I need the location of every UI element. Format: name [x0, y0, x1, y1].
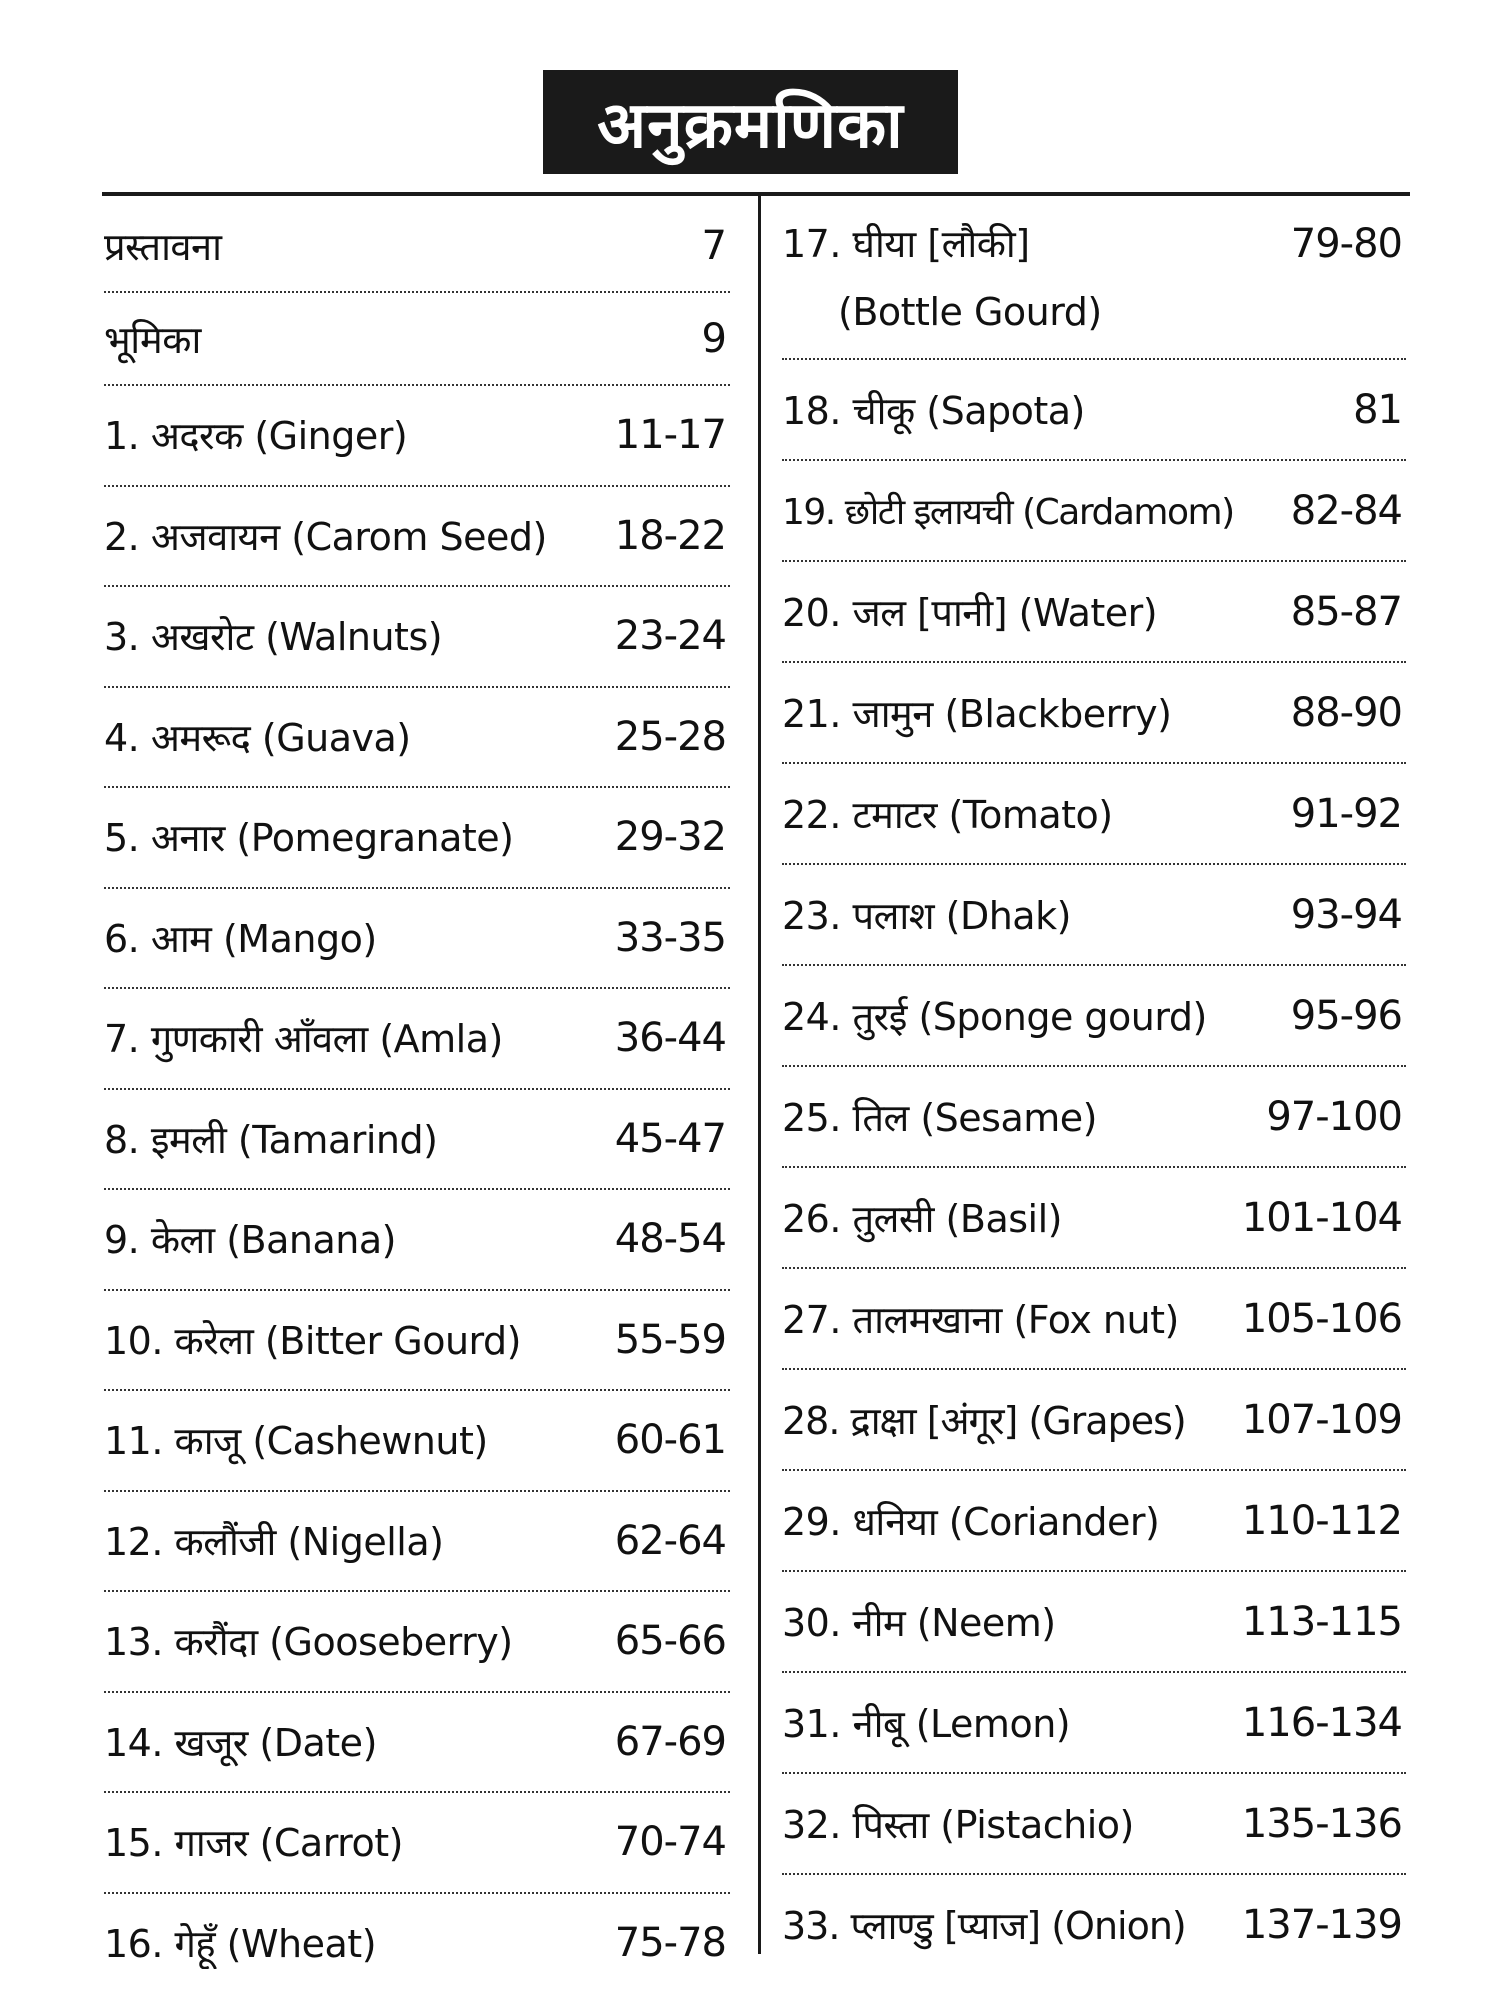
- toc-entry-pages: 11-17: [614, 412, 726, 459]
- toc-entry-label: 24. तुरई (Sponge gourd): [782, 994, 1207, 1039]
- toc-entry[interactable]: [104, 1090, 730, 1191]
- toc-entry[interactable]: [782, 1370, 1406, 1471]
- toc-entry-pages: 95-96: [1290, 992, 1402, 1039]
- toc-entry[interactable]: [782, 1673, 1406, 1774]
- page-title: [543, 70, 958, 174]
- toc-entry-pages: 113-115: [1241, 1598, 1402, 1645]
- toc-entry-pages: 65-66: [614, 1618, 726, 1665]
- toc-entry[interactable]: [782, 865, 1406, 966]
- toc-entry-pages: 29-32: [614, 814, 726, 861]
- toc-entry-pages: 9: [701, 315, 726, 362]
- toc-entry-label: 9. केला (Banana): [104, 1218, 396, 1263]
- toc-entry-pages: 23-24: [614, 613, 726, 660]
- toc-entry-label: 28. द्राक्षा [अंगूर] (Grapes): [782, 1398, 1186, 1443]
- toc-entry-label: 4. अमरूद (Guava): [104, 715, 411, 760]
- toc-entry[interactable]: [104, 788, 730, 889]
- right-column: [782, 200, 1406, 1974]
- toc-entry-pages: 91-92: [1290, 790, 1402, 837]
- toc-entry-pages: 33-35: [614, 914, 726, 961]
- toc-entry[interactable]: [104, 386, 730, 487]
- toc-entry-pages: 97-100: [1266, 1093, 1402, 1140]
- toc-entry[interactable]: [782, 360, 1406, 461]
- toc-entry-label: 3. अखरोट (Walnuts): [104, 615, 443, 660]
- toc-entry-pages: 85-87: [1290, 588, 1402, 635]
- toc-entry[interactable]: [782, 1067, 1406, 1168]
- toc-entry-label: 26. तुलसी (Basil): [782, 1196, 1062, 1241]
- toc-entry-label: 23. पलाश (Dhak): [782, 893, 1071, 938]
- toc-entry-label: 30. नीम (Neem): [782, 1600, 1056, 1645]
- toc-entry-label: 14. खजूर (Date): [104, 1720, 377, 1765]
- toc-entry[interactable]: [104, 1592, 730, 1693]
- toc-entry[interactable]: [104, 1291, 730, 1392]
- toc-entry-label: 22. टमाटर (Tomato): [782, 792, 1113, 837]
- top-rule: [102, 192, 1410, 196]
- toc-entry[interactable]: [782, 1875, 1406, 1974]
- toc-entry[interactable]: [782, 1572, 1406, 1673]
- toc-entry[interactable]: [782, 663, 1406, 764]
- toc-entry[interactable]: [782, 1774, 1406, 1875]
- toc-entry-pages: 81: [1353, 386, 1402, 433]
- toc-entry[interactable]: [782, 1168, 1406, 1269]
- toc-entry-pages: 70-74: [614, 1819, 726, 1866]
- toc-entry-label: 29. धनिया (Coriander): [782, 1499, 1160, 1544]
- toc-entry-label: 20. जल [पानी] (Water): [782, 590, 1158, 635]
- toc-entry-pages: 101-104: [1241, 1194, 1402, 1241]
- toc-entry-label: 5. अनार (Pomegranate): [104, 816, 514, 861]
- page-title-text: अनुक्रमणिका: [597, 88, 904, 163]
- toc-entry-label: 18. चीकू (Sapota): [782, 388, 1085, 433]
- column-divider: [758, 194, 761, 1954]
- toc-entry-label: 11. काजू (Cashewnut): [104, 1419, 488, 1464]
- toc-entry-label: 25. तिल (Sesame): [782, 1095, 1097, 1140]
- toc-entry-label: 2. अजवायन (Carom Seed): [104, 514, 547, 559]
- toc-entry[interactable]: [782, 200, 1406, 360]
- left-column: [104, 200, 730, 1992]
- toc-entry-label: 17. घीया [लौकी]: [782, 222, 1030, 266]
- toc-entry-label: 27. तालमखाना (Fox nut): [782, 1297, 1179, 1342]
- toc-entry-pages: 18-22: [614, 512, 726, 559]
- toc-entry-pages: 79-80: [1290, 221, 1402, 267]
- toc-entry-sublabel: (Bottle Gourd): [838, 290, 1102, 334]
- toc-entry-label: 16. गेहूँ (Wheat): [104, 1921, 377, 1966]
- toc-entry[interactable]: [104, 688, 730, 789]
- toc-entry[interactable]: [104, 587, 730, 688]
- toc-entry-label: 31. नीबू (Lemon): [782, 1701, 1071, 1746]
- toc-entry[interactable]: [782, 1471, 1406, 1572]
- toc-entry-label: 21. जामुन (Blackberry): [782, 691, 1172, 736]
- toc-entry-pages: 93-94: [1290, 891, 1402, 938]
- toc-entry-pages: 60-61: [614, 1417, 726, 1464]
- toc-entry-label: 10. करेला (Bitter Gourd): [104, 1318, 521, 1363]
- toc-entry-pages: 62-64: [614, 1517, 726, 1564]
- toc-entry[interactable]: [104, 487, 730, 588]
- toc-entry-label: भूमिका: [104, 317, 201, 362]
- toc-entry[interactable]: [782, 966, 1406, 1067]
- toc-entry-label: 33. प्लाण्डु [प्याज] (Onion): [782, 1903, 1186, 1948]
- toc-entry[interactable]: [104, 889, 730, 990]
- toc-entry-label: प्रस्तावना: [104, 224, 222, 269]
- toc-entry[interactable]: [104, 1492, 730, 1593]
- toc-entry-pages: 82-84: [1290, 487, 1402, 534]
- toc-entry-pages: 55-59: [614, 1316, 726, 1363]
- toc-entry-label: 12. कलौंजी (Nigella): [104, 1519, 444, 1564]
- toc-entry-pages: 88-90: [1290, 689, 1402, 736]
- toc-entry[interactable]: [104, 1391, 730, 1492]
- toc-entry-pages: 75-78: [614, 1919, 726, 1966]
- toc-entry[interactable]: [104, 989, 730, 1090]
- toc-entry-label-block: [782, 200, 1291, 346]
- toc-entry-pages: 25-28: [614, 713, 726, 760]
- toc-entry-pages: 107-109: [1241, 1396, 1402, 1443]
- toc-entry-pages: 48-54: [614, 1216, 726, 1263]
- toc-entry-pages: 116-134: [1241, 1699, 1402, 1746]
- toc-entry[interactable]: [782, 461, 1406, 562]
- toc-entry[interactable]: [782, 1269, 1406, 1370]
- toc-entry[interactable]: [104, 1793, 730, 1894]
- toc-entry-label: 15. गाजर (Carrot): [104, 1821, 403, 1866]
- toc-entry-label: 32. पिस्ता (Pistachio): [782, 1802, 1134, 1847]
- toc-entry[interactable]: [782, 562, 1406, 663]
- toc-entry[interactable]: [104, 293, 730, 386]
- toc-entry-pages: 36-44: [614, 1015, 726, 1062]
- toc-entry-pages: 110-112: [1241, 1497, 1402, 1544]
- toc-entry-pages: 7: [701, 222, 726, 269]
- toc-entry-pages: 45-47: [614, 1115, 726, 1162]
- toc-entry-label: 7. गुणकारी आँवला (Amla): [104, 1017, 503, 1062]
- toc-entry[interactable]: [104, 200, 730, 293]
- toc-entry-label: 1. अदरक (Ginger): [104, 414, 408, 459]
- toc-entry[interactable]: [104, 1190, 730, 1291]
- toc-entry-pages: 135-136: [1241, 1800, 1402, 1847]
- toc-entry[interactable]: [104, 1693, 730, 1794]
- toc-entry-pages: 67-69: [614, 1718, 726, 1765]
- toc-entry-label: 13. करौंदा (Gooseberry): [104, 1620, 513, 1665]
- toc-entry[interactable]: [782, 764, 1406, 865]
- toc-entry-pages: 137-139: [1241, 1901, 1402, 1948]
- toc-entry-pages: 105-106: [1241, 1295, 1402, 1342]
- toc-entry[interactable]: [104, 1894, 730, 1993]
- toc-entry-label: 19. छोटी इलायची (Cardamom): [782, 492, 1234, 533]
- toc-entry-label: 6. आम (Mango): [104, 916, 377, 961]
- toc-entry-label: 8. इमली (Tamarind): [104, 1117, 438, 1162]
